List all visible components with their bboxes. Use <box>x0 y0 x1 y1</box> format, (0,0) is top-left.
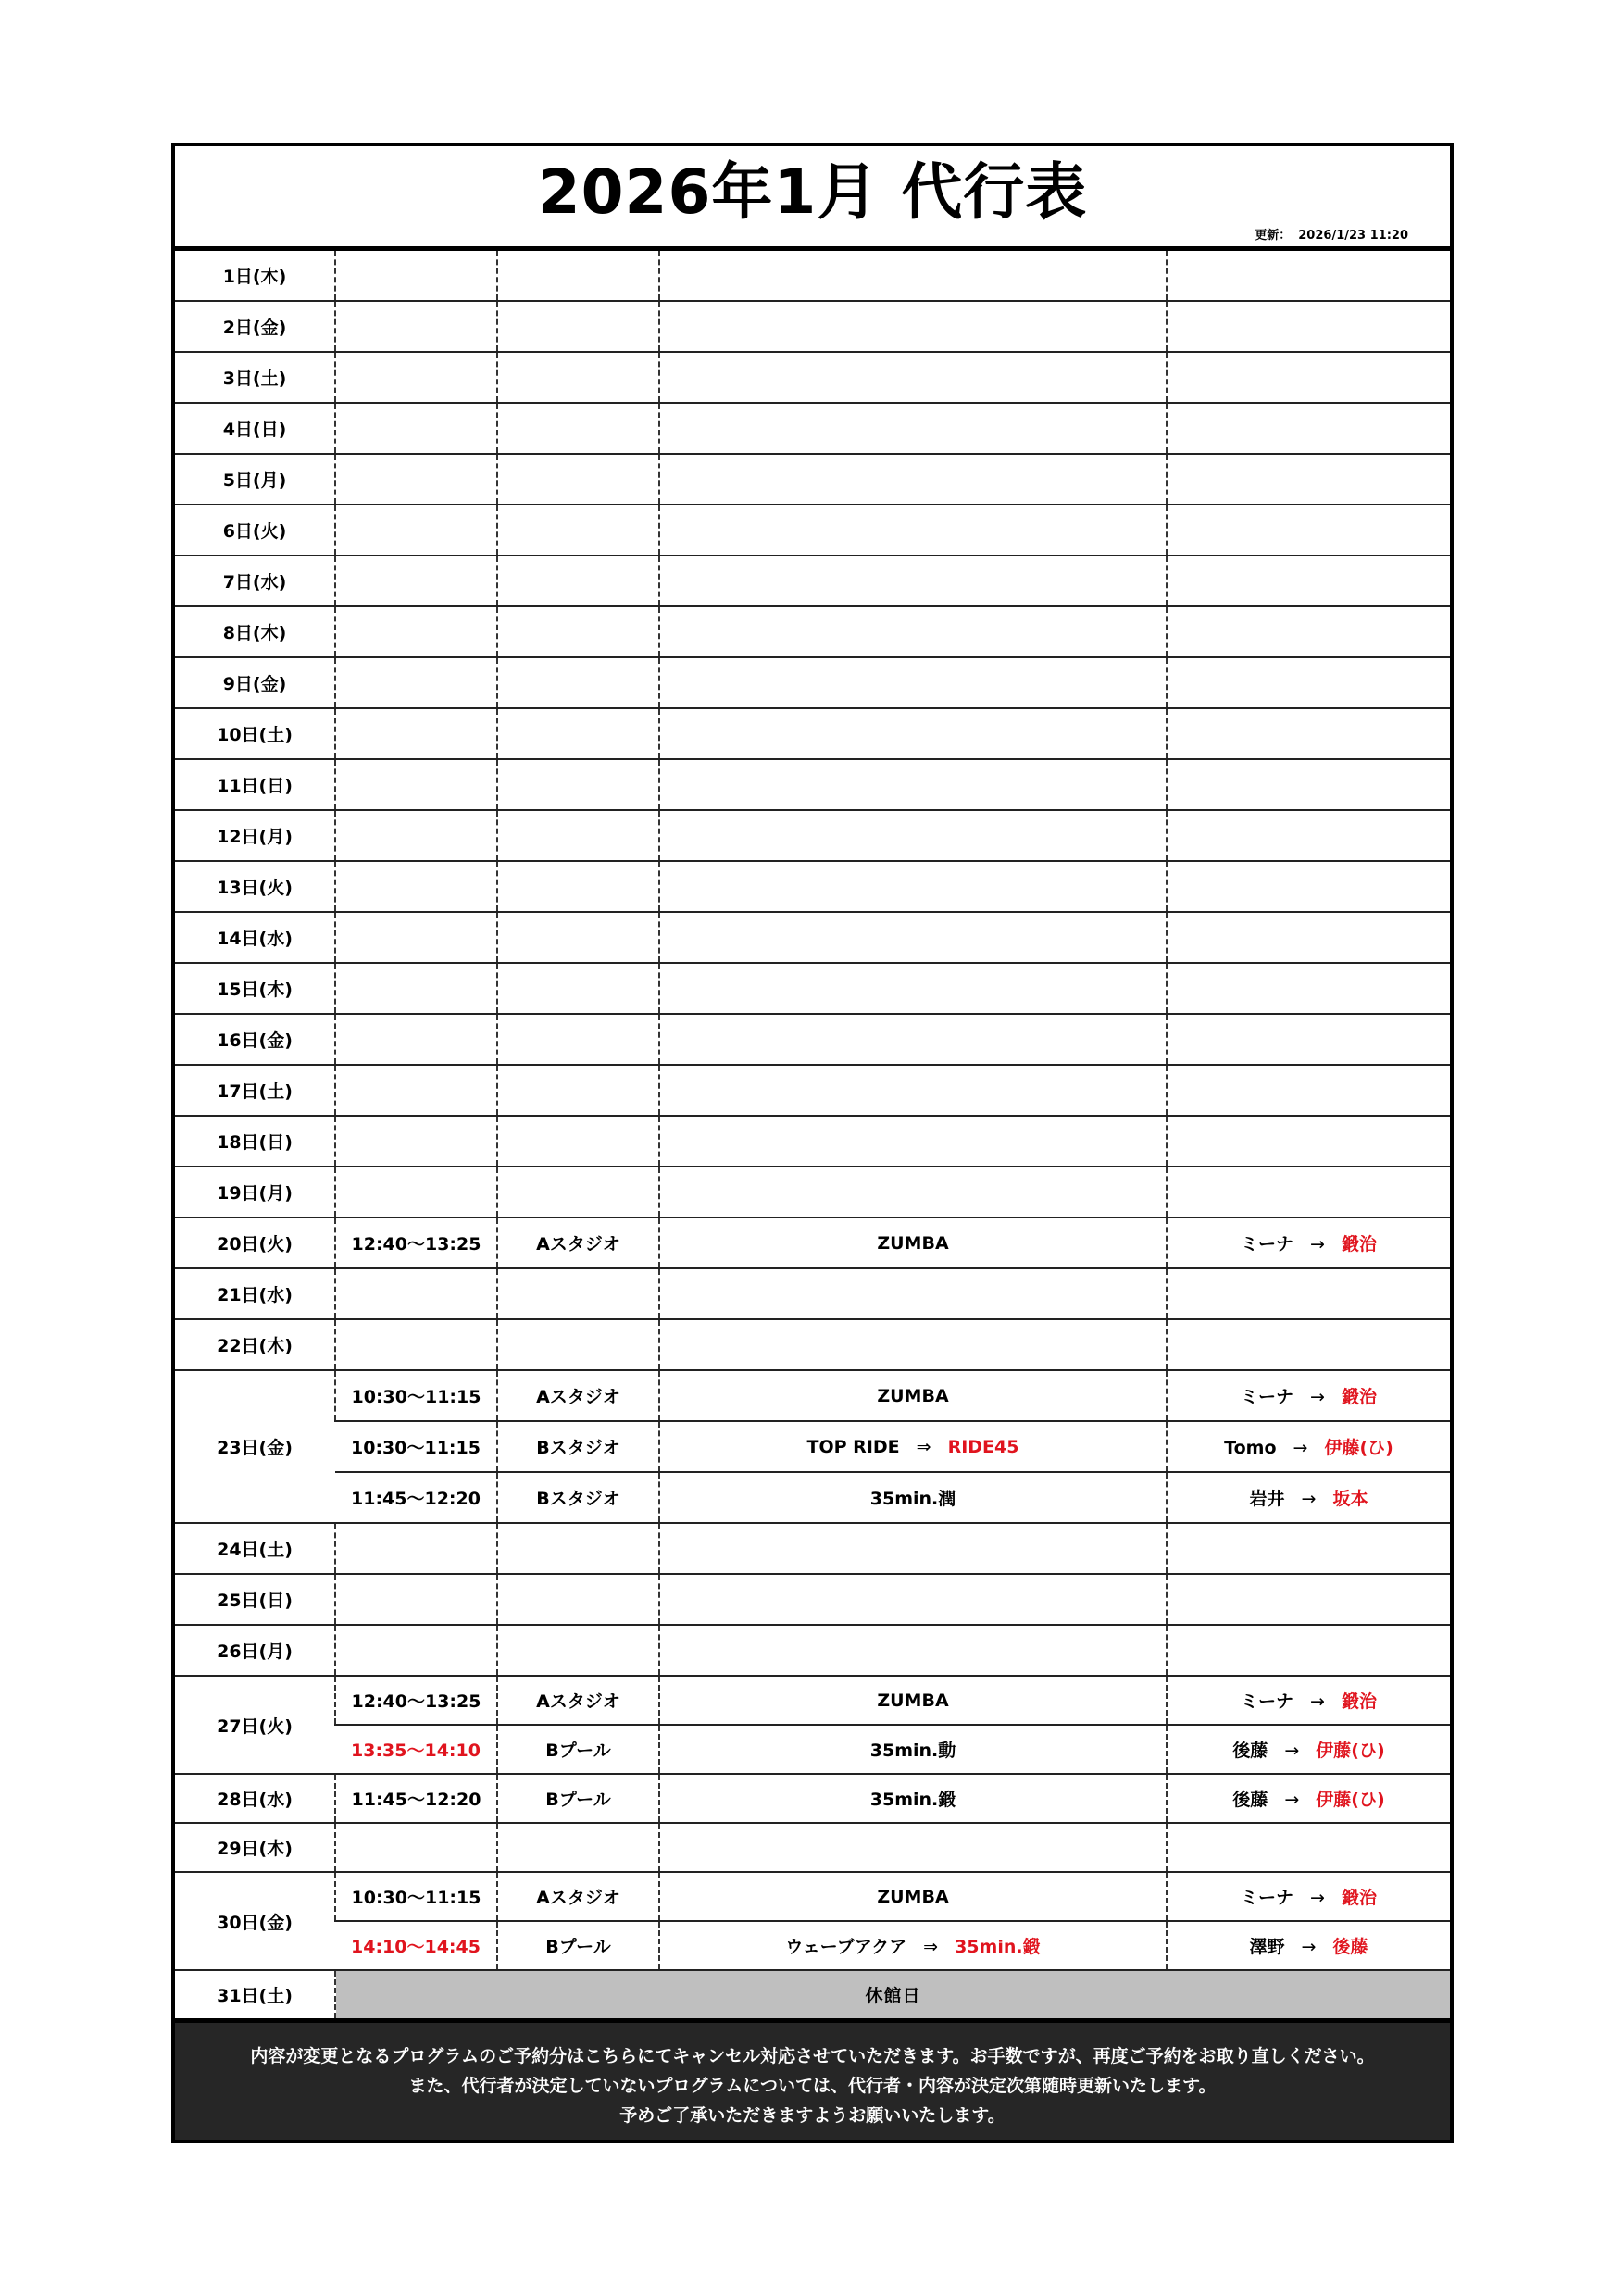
schedule-body <box>175 251 1450 2018</box>
program-cell <box>659 1872 1167 1921</box>
room-cell: Bプール <box>497 1921 659 1970</box>
table-row <box>175 1774 1450 1823</box>
room-cell <box>497 1065 659 1116</box>
program-name: 35min.潤 <box>869 1489 956 1509</box>
time-cell <box>335 1014 497 1065</box>
day-cell: 31日(土) <box>175 1970 335 2018</box>
room-cell: Aスタジオ <box>497 1872 659 1921</box>
day-cell: 13日(火) <box>175 861 335 912</box>
instructor-cell <box>1167 1167 1450 1217</box>
instructor-cell <box>1167 1725 1450 1774</box>
substitute-instructor: 鍛治 <box>1341 1387 1377 1407</box>
instructor-cell <box>1167 454 1450 505</box>
program-cell <box>659 1421 1167 1472</box>
room-cell <box>497 1823 659 1872</box>
time-cell: 11:45～12:20 <box>335 1774 497 1823</box>
substitute-instructor: 鍛治 <box>1341 1234 1377 1254</box>
instructor-cell <box>1167 708 1450 759</box>
program-cell <box>659 1319 1167 1370</box>
time-cell <box>335 251 497 301</box>
room-cell <box>497 555 659 606</box>
page-title: 2026年1月 代行表 <box>537 156 1088 228</box>
instructor-cell <box>1167 1676 1450 1725</box>
substitute-instructor: 後藤 <box>1332 1937 1368 1957</box>
day-cell: 24日(土) <box>175 1523 335 1574</box>
time-cell <box>335 810 497 861</box>
room-cell <box>497 1574 659 1625</box>
original-instructor: ミーナ <box>1241 1387 1294 1407</box>
original-instructor: 後藤 <box>1232 1741 1268 1761</box>
program-name: ウェーブアクア <box>785 1937 907 1957</box>
table-row <box>175 1676 1450 1725</box>
time-cell <box>335 1574 497 1625</box>
arrow-right-icon: → <box>1301 1937 1317 1957</box>
program-cell <box>659 1921 1167 1970</box>
time-cell: 10:30～11:15 <box>335 1370 497 1421</box>
table-row <box>175 555 1450 606</box>
day-cell: 16日(金) <box>175 1014 335 1065</box>
table-row <box>175 708 1450 759</box>
day-cell: 6日(火) <box>175 505 335 555</box>
table-row <box>175 251 1450 301</box>
day-cell: 26日(月) <box>175 1625 335 1676</box>
program-cell <box>659 555 1167 606</box>
room-cell <box>497 708 659 759</box>
room-cell <box>497 454 659 505</box>
instructor-cell <box>1167 1872 1450 1921</box>
time-cell <box>335 352 497 403</box>
table-row <box>175 657 1450 708</box>
instructor-cell <box>1167 1014 1450 1065</box>
room-cell: Aスタジオ <box>497 1676 659 1725</box>
instructor-cell <box>1167 1625 1450 1676</box>
program-cell <box>659 1167 1167 1217</box>
notice-line: また、代行者が決定していないプログラムについては、代行者・内容が決定次第随時更新いたします。 <box>408 2076 1217 2096</box>
room-cell <box>497 1167 659 1217</box>
room-cell <box>497 861 659 912</box>
time-cell <box>335 555 497 606</box>
room-cell <box>497 301 659 352</box>
program-cell <box>659 1472 1167 1523</box>
room-cell <box>497 1319 659 1370</box>
instructor-cell <box>1167 1370 1450 1421</box>
time-cell <box>335 657 497 708</box>
time-cell: 13:35～14:10 <box>335 1725 497 1774</box>
room-cell <box>497 1625 659 1676</box>
program-cell <box>659 352 1167 403</box>
day-cell: 8日(木) <box>175 606 335 657</box>
program-cell <box>659 251 1167 301</box>
instructor-cell <box>1167 912 1450 963</box>
closed-day-cell: 休館日 <box>335 1970 1450 2018</box>
instructor-cell <box>1167 810 1450 861</box>
table-row <box>175 1421 1450 1472</box>
table-row <box>175 454 1450 505</box>
table-row <box>175 861 1450 912</box>
time-cell <box>335 963 497 1014</box>
arrow-right-icon: → <box>1310 1691 1325 1712</box>
table-row <box>175 810 1450 861</box>
original-instructor: Tomo <box>1224 1438 1277 1458</box>
room-cell <box>497 759 659 810</box>
table-row <box>175 912 1450 963</box>
program-cell <box>659 1065 1167 1116</box>
room-cell <box>497 963 659 1014</box>
time-cell <box>335 1268 497 1319</box>
time-cell <box>335 403 497 454</box>
program-new-name: RIDE45 <box>947 1436 1019 1457</box>
program-cell <box>659 657 1167 708</box>
instructor-cell <box>1167 1421 1450 1472</box>
program-cell <box>659 861 1167 912</box>
title-block <box>175 146 1450 251</box>
instructor-cell <box>1167 963 1450 1014</box>
program-cell <box>659 912 1167 963</box>
instructor-cell <box>1167 861 1450 912</box>
table-row <box>175 1014 1450 1065</box>
substitute-instructor: 坂本 <box>1332 1489 1368 1509</box>
instructor-cell <box>1167 1116 1450 1167</box>
day-cell: 7日(水) <box>175 555 335 606</box>
day-cell: 18日(日) <box>175 1116 335 1167</box>
room-cell <box>497 657 659 708</box>
day-cell: 1日(木) <box>222 267 287 287</box>
table-row <box>175 505 1450 555</box>
room-cell: Bスタジオ <box>497 1472 659 1523</box>
table-row <box>175 1823 1450 1872</box>
table-row <box>175 352 1450 403</box>
day-cell: 10日(土) <box>175 708 335 759</box>
time-cell: 10:30～11:15 <box>335 1421 497 1472</box>
instructor-cell <box>1167 1319 1450 1370</box>
time-cell <box>335 454 497 505</box>
original-instructor: 岩井 <box>1249 1489 1285 1509</box>
time-cell <box>335 1167 497 1217</box>
program-cell <box>659 1676 1167 1725</box>
program-cell <box>659 1014 1167 1065</box>
program-cell <box>659 1217 1167 1268</box>
arrow-right-icon: → <box>1284 1790 1300 1810</box>
instructor-cell <box>1167 352 1450 403</box>
day-cell: 19日(月) <box>175 1167 335 1217</box>
instructor-cell <box>1167 1268 1450 1319</box>
schedule-table <box>175 251 1450 2018</box>
instructor-cell <box>1167 403 1450 454</box>
room-cell: Bスタジオ <box>497 1421 659 1472</box>
instructor-cell <box>1167 1921 1450 1970</box>
substitute-instructor: 鍛治 <box>1341 1691 1377 1712</box>
instructor-cell <box>1167 1065 1450 1116</box>
instructor-cell <box>1167 1823 1450 1872</box>
arrow-right-icon: → <box>1310 1387 1325 1407</box>
time-cell <box>335 1065 497 1116</box>
instructor-cell <box>1167 251 1450 301</box>
time-cell: 14:10～14:45 <box>335 1921 497 1970</box>
table-row <box>175 1116 1450 1167</box>
day-cell: 4日(日) <box>175 403 335 454</box>
day-cell: 2日(金) <box>175 301 335 352</box>
program-cell <box>659 963 1167 1014</box>
day-cell: 15日(木) <box>175 963 335 1014</box>
room-cell <box>497 912 659 963</box>
program-cell <box>659 708 1167 759</box>
table-row <box>175 1523 1450 1574</box>
table-row <box>175 1217 1450 1268</box>
table-row <box>175 606 1450 657</box>
original-instructor: ミーナ <box>1241 1691 1294 1712</box>
table-row <box>175 1872 1450 1921</box>
day-cell: 3日(土) <box>175 352 335 403</box>
time-cell <box>335 1523 497 1574</box>
program-cell <box>659 1725 1167 1774</box>
time-cell <box>335 1116 497 1167</box>
updated-timestamp <box>1255 225 1408 243</box>
substitute-schedule-sheet <box>171 143 1454 2143</box>
room-cell: Bプール <box>497 1725 659 1774</box>
instructor-cell <box>1167 1774 1450 1823</box>
day-cell: 12日(月) <box>175 810 335 861</box>
arrow-right-icon: → <box>1284 1741 1300 1761</box>
time-cell <box>335 1823 497 1872</box>
substitute-instructor: 伊藤(ひ) <box>1324 1438 1393 1458</box>
room-cell: Aスタジオ <box>497 1370 659 1421</box>
room-cell <box>497 1268 659 1319</box>
arrow-right-icon: → <box>1301 1489 1317 1509</box>
day-cell: 30日(金) <box>175 1872 335 1970</box>
program-cell <box>659 1823 1167 1872</box>
program-name: 35min.動 <box>869 1741 956 1761</box>
program-name: ZUMBA <box>877 1886 949 1907</box>
room-cell: Bプール <box>497 1774 659 1823</box>
program-cell <box>659 606 1167 657</box>
table-row <box>175 963 1450 1014</box>
program-name: ZUMBA <box>877 1232 949 1254</box>
table-row <box>175 1065 1450 1116</box>
time-cell <box>335 505 497 555</box>
notice-footer <box>175 2018 1450 2140</box>
table-row <box>175 1472 1450 1523</box>
original-instructor: 澤野 <box>1249 1937 1285 1957</box>
day-cell: 14日(水) <box>175 912 335 963</box>
original-instructor: 後藤 <box>1232 1790 1268 1810</box>
table-row <box>175 1319 1450 1370</box>
program-name: TOP RIDE <box>806 1436 900 1457</box>
time-cell <box>335 301 497 352</box>
time-cell <box>335 759 497 810</box>
table-row <box>175 1725 1450 1774</box>
instructor-cell <box>1167 759 1450 810</box>
arrow-right-icon: → <box>1310 1888 1325 1908</box>
substitute-instructor: 伊藤(ひ) <box>1316 1790 1385 1810</box>
instructor-cell <box>1167 505 1450 555</box>
program-cell <box>659 1116 1167 1167</box>
time-cell: 12:40～13:25 <box>335 1217 497 1268</box>
time-cell <box>335 1319 497 1370</box>
room-cell <box>497 1116 659 1167</box>
time-cell <box>335 606 497 657</box>
room-cell <box>497 505 659 555</box>
original-instructor: ミーナ <box>1241 1888 1294 1908</box>
instructor-cell <box>1167 1472 1450 1523</box>
updated-label: 更新： <box>1255 229 1292 243</box>
table-row <box>175 1370 1450 1421</box>
time-cell: 12:40～13:25 <box>335 1676 497 1725</box>
program-cell <box>659 505 1167 555</box>
instructor-cell <box>1167 1523 1450 1574</box>
program-cell <box>659 301 1167 352</box>
day-cell: 21日(水) <box>175 1268 335 1319</box>
table-row <box>175 759 1450 810</box>
day-cell: 5日(月) <box>175 454 335 505</box>
day-cell: 20日(火) <box>175 1217 335 1268</box>
day-cell: 17日(土) <box>175 1065 335 1116</box>
program-cell <box>659 1774 1167 1823</box>
program-cell <box>659 1268 1167 1319</box>
double-arrow-icon: ⇒ <box>923 1937 939 1957</box>
table-row <box>175 403 1450 454</box>
notice-line: 内容が変更となるプログラムのご予約分はこちらにてキャンセル対応させていただきます。お手数ですが、再度ご予約をお取り直しください。 <box>250 2046 1375 2066</box>
program-cell <box>659 454 1167 505</box>
arrow-right-icon: → <box>1310 1234 1325 1254</box>
updated-value: 2026/1/23 11:20 <box>1298 229 1408 243</box>
room-cell: Aスタジオ <box>497 1217 659 1268</box>
day-cell: 11日(日) <box>175 759 335 810</box>
time-cell <box>335 1625 497 1676</box>
program-cell <box>659 1523 1167 1574</box>
room-cell <box>497 1523 659 1574</box>
time-cell: 11:45～12:20 <box>335 1472 497 1523</box>
substitute-instructor: 伊藤(ひ) <box>1316 1741 1385 1761</box>
day-cell: 28日(水) <box>175 1774 335 1823</box>
day-cell: 29日(木) <box>175 1823 335 1872</box>
room-cell <box>497 352 659 403</box>
instructor-cell <box>1167 555 1450 606</box>
time-cell <box>335 708 497 759</box>
table-row <box>175 1574 1450 1625</box>
program-cell <box>659 1370 1167 1421</box>
day-cell: 9日(金) <box>175 657 335 708</box>
room-cell <box>497 810 659 861</box>
day-cell: 22日(木) <box>175 1319 335 1370</box>
room-cell <box>497 251 659 301</box>
program-cell <box>659 810 1167 861</box>
program-new-name: 35min.鍛 <box>955 1937 1041 1957</box>
day-cell: 25日(日) <box>175 1574 335 1625</box>
room-cell <box>497 606 659 657</box>
arrow-right-icon: → <box>1293 1438 1308 1458</box>
program-name: ZUMBA <box>877 1690 949 1711</box>
table-row <box>175 1625 1450 1676</box>
day-cell: 23日(金) <box>175 1370 335 1523</box>
table-row <box>175 1167 1450 1217</box>
program-cell <box>659 1625 1167 1676</box>
table-row <box>175 1970 1450 2018</box>
instructor-cell <box>1167 1217 1450 1268</box>
table-row <box>175 1268 1450 1319</box>
original-instructor: ミーナ <box>1241 1234 1294 1254</box>
program-name: ZUMBA <box>877 1385 949 1406</box>
program-name: 35min.鍛 <box>869 1790 956 1810</box>
time-cell <box>335 912 497 963</box>
table-row <box>175 301 1450 352</box>
time-cell <box>335 861 497 912</box>
instructor-cell <box>1167 301 1450 352</box>
program-cell <box>659 1574 1167 1625</box>
instructor-cell <box>1167 657 1450 708</box>
program-cell <box>659 759 1167 810</box>
instructor-cell <box>1167 606 1450 657</box>
room-cell <box>497 1014 659 1065</box>
room-cell <box>497 403 659 454</box>
program-cell <box>659 403 1167 454</box>
notice-line: 予めご了承いただきますようお願いいたします。 <box>619 2105 1006 2126</box>
substitute-instructor: 鍛治 <box>1341 1888 1377 1908</box>
double-arrow-icon: ⇒ <box>916 1436 931 1457</box>
instructor-cell <box>1167 1574 1450 1625</box>
day-cell: 27日(火) <box>175 1676 335 1774</box>
table-row <box>175 1921 1450 1970</box>
time-cell: 10:30～11:15 <box>335 1872 497 1921</box>
